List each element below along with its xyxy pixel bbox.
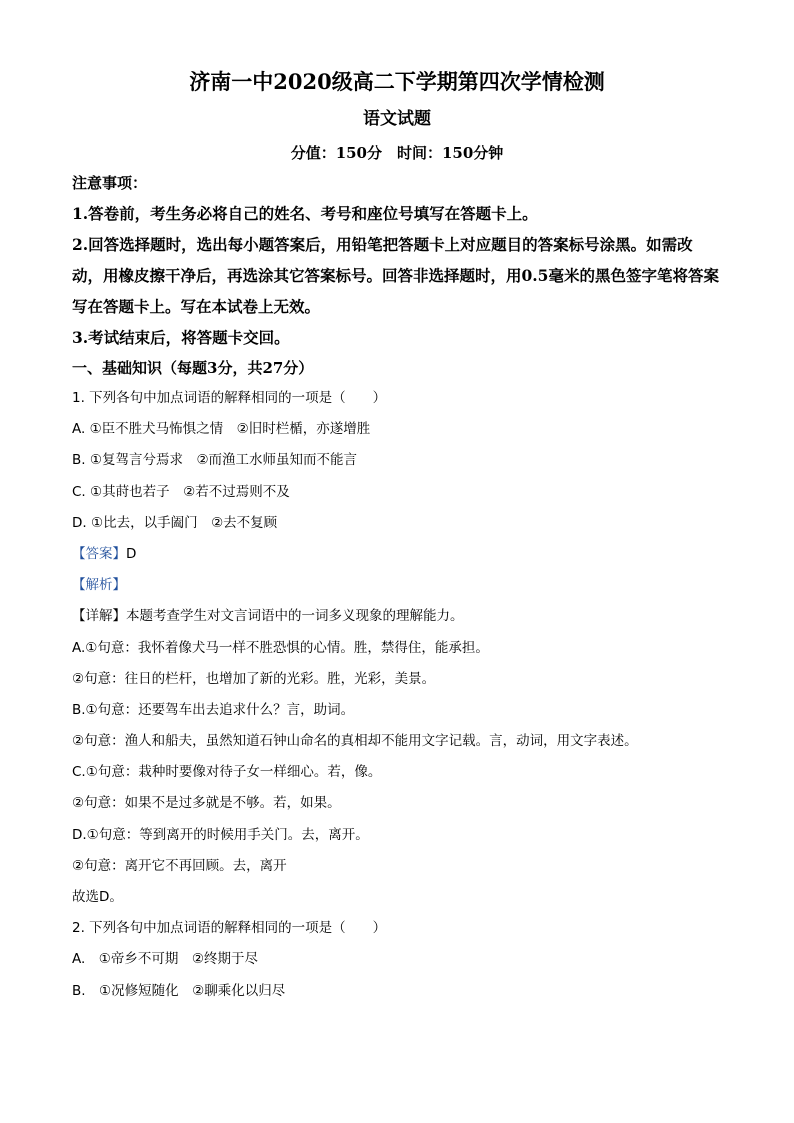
exam-title: 济南一中2020级高二下学期第四次学情检测 [189, 69, 605, 94]
note-item-2: 2.回答选择题时，选出每小题答案后，用铅笔把答题卡上对应题目的答案标号涂黑。如需改动，用橡皮擦干净后，再选涂其它答案标号。回答非选择题时，用0.5毫米的黑色签字笔将答案写在答题卡上。写在本试卷上无效。 [72, 235, 719, 316]
question-2-option-b: B. ①况修短随化 ②聊乘化以归尽 [72, 982, 286, 999]
explanation-line: ②句意：如果不是过多就是不够。若，如果。 [72, 795, 341, 812]
analysis-line [72, 570, 722, 601]
score-time: 分值：150分 时间：150分钟 [290, 144, 504, 162]
explanation-line: B.①句意：还要驾车出去追求什么？言，助词。 [72, 701, 355, 718]
question-2-stem: 2. 下列各句中加点词语的解释相同的一项是（ ） [72, 920, 387, 937]
note-item-1: 1.答卷前，考生务必将自己的姓名、考号和座位号填写在答题卡上。 [72, 204, 538, 223]
explanation-line: A.①句意：我怀着像犬马一样不胜恐惧的心情。胜，禁得住，能承担。 [72, 639, 489, 656]
subject-title: 语文试题 [363, 109, 431, 129]
analysis-tag: 【解析】 [72, 577, 126, 594]
question-1-stem: 1. 下列各句中加点词语的解释相同的一项是（ ） [72, 390, 387, 406]
detail-text: 本题考查学生对文言词语中的一词多义现象的理解能力。 [126, 608, 464, 625]
explanation-line: C.①句意：栽种时要像对待子女一样细心。若，像。 [72, 764, 382, 781]
question-2-option-a: A. ①帝乡不可期 ②终期于尽 [72, 951, 258, 968]
question-1-option-b: B. ①复驾言兮焉求 ②而渔工水师虽知而不能言 [72, 452, 358, 469]
detail-line [72, 601, 722, 632]
notes-heading: 注意事项： [72, 174, 148, 192]
exam-page [72, 64, 722, 1007]
explanation-line: ②句意：离开它不再回顾。去，离开 [72, 857, 287, 874]
detail-tag: 【详解】 [72, 608, 126, 625]
answer-value: D [126, 545, 137, 562]
explanation-line: ②句意：渔人和船夫，虽然知道石钟山命名的真相却不能用文字记载。言，动词，用文字表述。 [72, 733, 638, 750]
answer-line [72, 539, 722, 570]
question-1-option-d: D. ①比去，以手阖门 ②去不复顾 [72, 514, 278, 531]
note-item-3: 3.考试结束后，将答题卡交回。 [72, 328, 290, 347]
section-heading: 一、基础知识（每题3分，共27分） [72, 359, 314, 377]
explanation-line: ②句意：往日的栏杆，也增加了新的光彩。胜，光彩，美景。 [72, 670, 436, 687]
answer-tag: 【答案】 [72, 545, 126, 562]
conclusion-line: 故选D。 [72, 889, 123, 905]
question-1-option-c: C. ①其莳也若子 ②若不过焉则不及 [72, 483, 290, 500]
explanation-line: D.①句意：等到离开的时候用手关门。去，离开。 [72, 826, 369, 843]
question-1-option-a: A. ①臣不胜犬马怖惧之情 ②旧时栏楯，亦遂增胜 [72, 421, 371, 438]
